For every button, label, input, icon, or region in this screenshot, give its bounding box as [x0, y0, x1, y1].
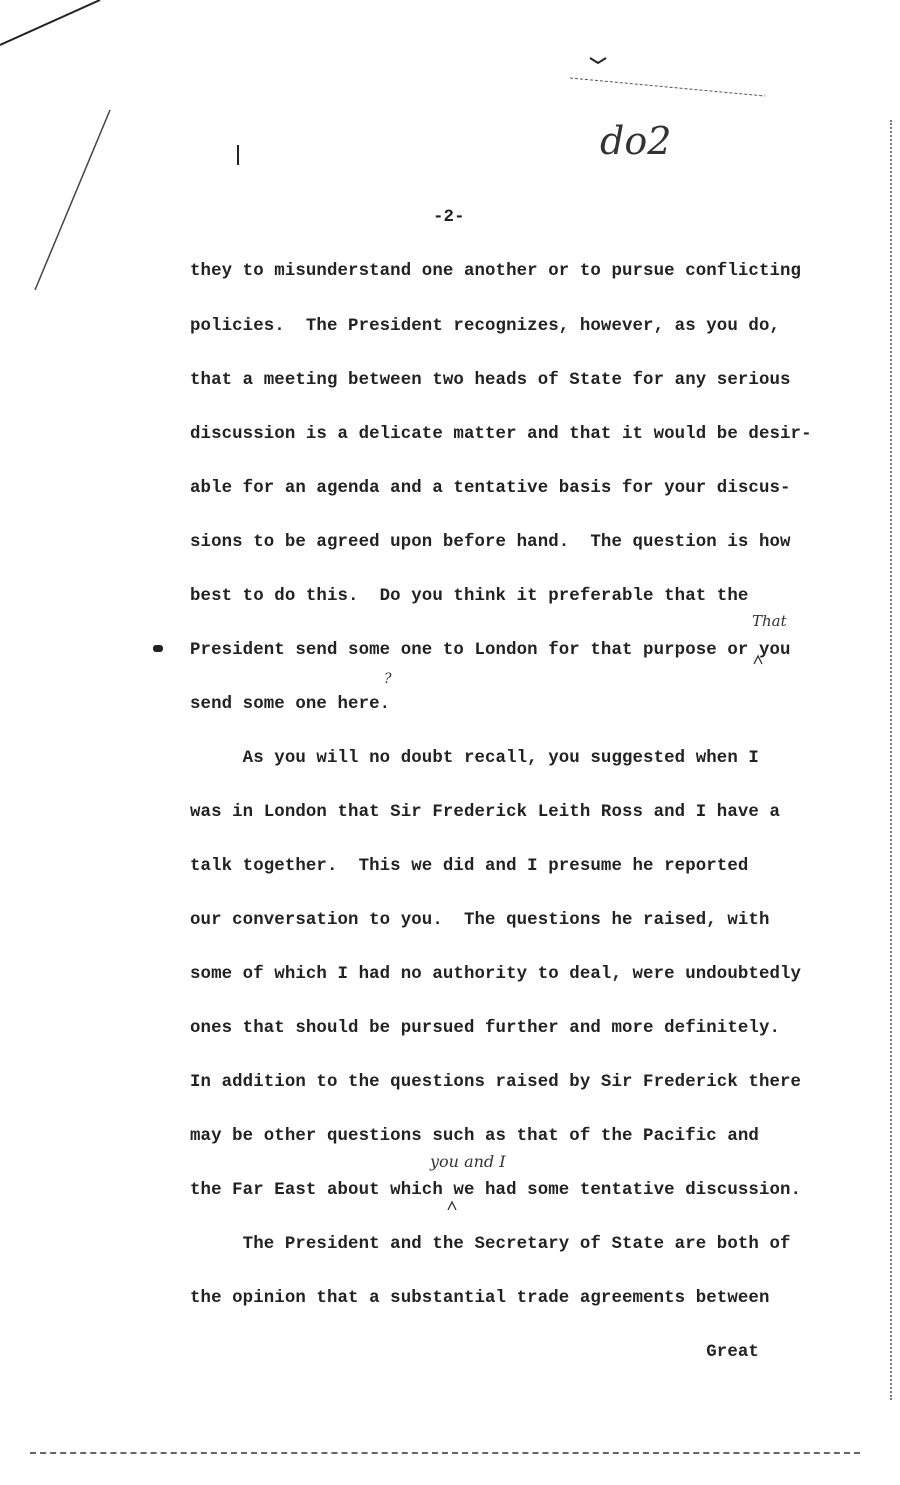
page-number: -2- [433, 208, 465, 227]
text-line: able for an agenda and a tentative basis for your discus- [190, 479, 791, 498]
handwritten-insert-that: That [752, 612, 787, 630]
text-line: talk together. This we did and I presume he reported [190, 857, 749, 876]
text-line: that a meeting between two heads of State for any serious [190, 371, 791, 390]
text-line: some of which I had no authority to deal, were undoubtedly [190, 965, 802, 984]
text-line: President send some one to London for that purpose or you [190, 641, 791, 660]
text-line: the Far East about which we had some tentative discussion. [190, 1181, 802, 1200]
folio-number: do2 [600, 119, 672, 163]
text-line: The President and the Secretary of State are both of [190, 1235, 791, 1254]
text-line: In addition to the questions raised by Sir Frederick there [190, 1073, 802, 1092]
corner-marks [0, 0, 900, 300]
text-line: Great [190, 1343, 759, 1362]
text-line: send some one here. [190, 695, 391, 714]
text-line: was in London that Sir Frederick Leith Ross and I have a [190, 803, 781, 822]
handwritten-question-mark: ? [384, 671, 392, 687]
text-line: ones that should be pursued further and more definitely. [190, 1019, 781, 1038]
text-line: As you will no doubt recall, you suggested when I [190, 749, 759, 768]
text-line: they to misunderstand one another or to pursue conflicting [190, 262, 802, 281]
caret-mark-icon [448, 1202, 456, 1210]
text-line: discussion is a delicate matter and that it would be desir- [190, 425, 812, 444]
text-line: policies. The President recognizes, however, as you do, [190, 317, 781, 336]
scan-bottom-edge [30, 1452, 860, 1454]
text-line: the opinion that a substantial trade agreements between [190, 1289, 770, 1308]
margin-arrow-mark [153, 645, 163, 652]
text-line: may be other questions such as that of the Pacific and [190, 1127, 759, 1146]
text-line: sions to be agreed upon before hand. The question is how [190, 533, 791, 552]
text-line: best to do this. Do you think it preferable that the [190, 587, 749, 606]
text-line: our conversation to you. The questions he raised, with [190, 911, 770, 930]
scan-edge-marks [887, 120, 892, 1400]
handwritten-insert-you-and-i: you and I [430, 1152, 506, 1171]
